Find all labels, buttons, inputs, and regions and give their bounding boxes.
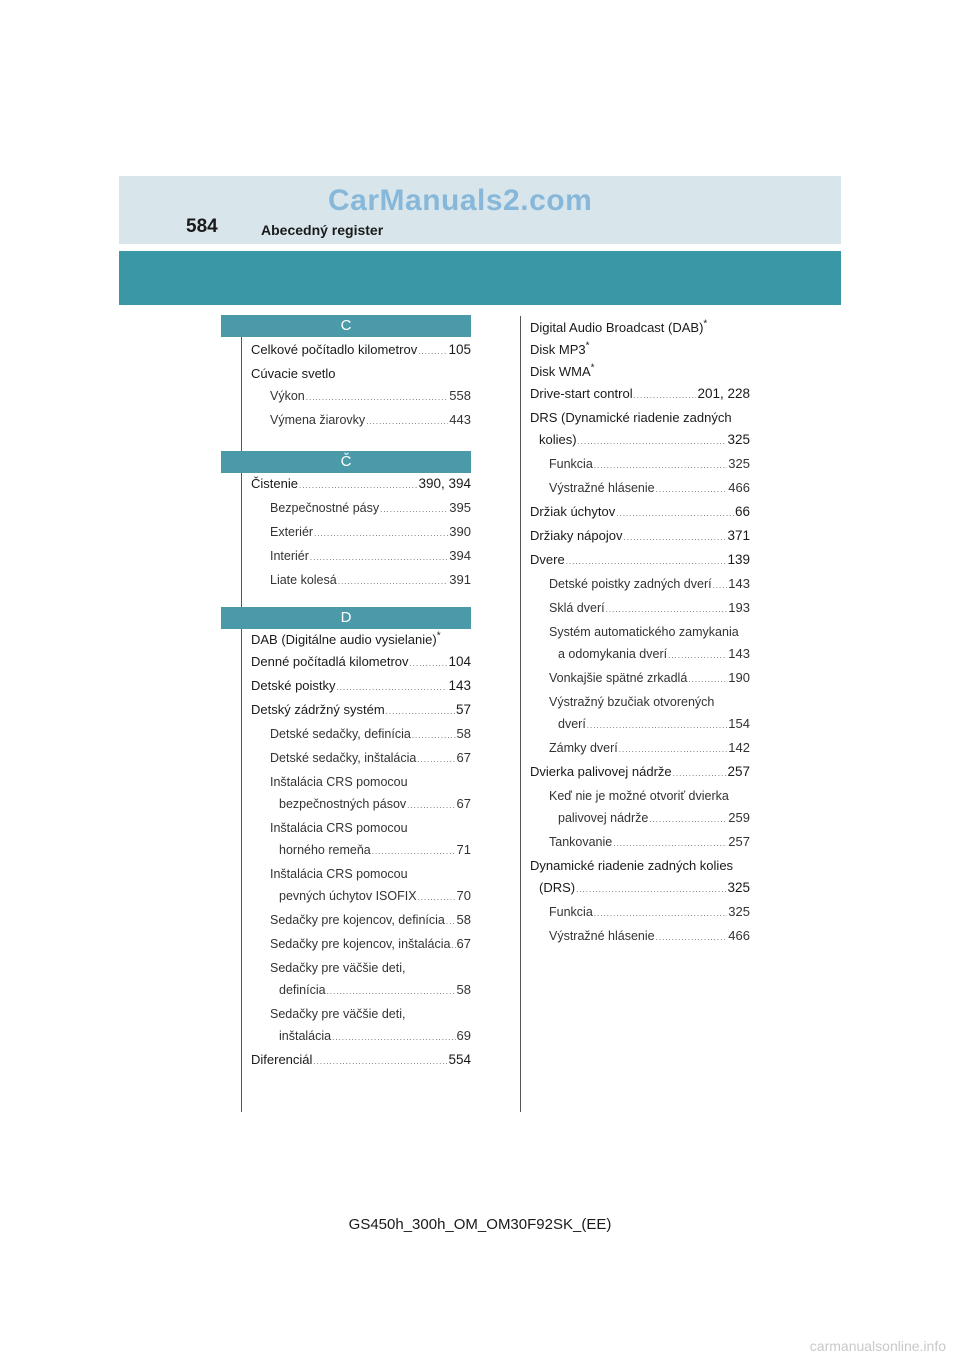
index-subentry: Keď nie je možné otvoriť dvierka <box>549 789 729 803</box>
index-column-left-c-caron <box>251 473 471 593</box>
index-column-left <box>251 339 471 433</box>
index-subentry: Funkcia ..... 325 <box>530 453 750 477</box>
index-entry: Cúvacie svetlo <box>251 366 336 381</box>
index-entry: Dynamické riadenie zadných kolies <box>530 858 734 873</box>
watermark-logo: CarManuals2.com <box>328 184 593 217</box>
index-entry: Disk WMA* <box>530 362 595 379</box>
index-subentry: Tankovanie ..... 257 <box>530 831 750 855</box>
index-subentry: Zámky dverí ..... 142 <box>530 737 750 761</box>
index-subentry: Sedačky pre kojencov, inštalácia ..... 67 <box>251 933 471 957</box>
index-entry: Digital Audio Broadcast (DAB)* <box>530 318 708 335</box>
letter-heading-c: C <box>221 315 471 337</box>
index-subentry: Liate kolesá ..... 391 <box>251 569 471 593</box>
column-divider-right <box>520 316 521 1112</box>
index-subentry: Interiér ..... 394 <box>251 545 471 569</box>
index-subentry: Bezpečnostné pásy ..... 395 <box>251 497 471 521</box>
index-column-right <box>530 317 750 949</box>
index-entry: Denné počítadlá kilometrov ..... 104 <box>251 651 471 675</box>
index-subentry: Systém automatického zamykania <box>549 625 739 639</box>
letter-heading-c-caron: Č <box>221 451 471 473</box>
index-entry: kolies) ..... 325 <box>530 429 750 453</box>
section-title: Abecedný register <box>261 222 384 238</box>
index-subentry: Výstražný bzučiak otvorených <box>549 695 715 709</box>
index-subentry: pevných úchytov ISOFIX ..... 70 <box>251 885 471 909</box>
letter-heading-d: D <box>221 607 471 629</box>
index-subentry: Výkon ..... 558 <box>251 385 471 409</box>
index-entry: Čistenie ..... 390, 394 <box>251 473 471 497</box>
index-entry: Disk MP3* <box>530 340 590 357</box>
document-code: GS450h_300h_OM_OM30F92SK_(EE) <box>348 1216 612 1233</box>
index-subentry: definícia ..... 58 <box>251 979 471 1003</box>
index-subentry: Sedačky pre kojencov, definícia ..... 58 <box>251 909 471 933</box>
index-subentry: Inštalácia CRS pomocou <box>270 867 408 881</box>
index-subentry: Výmena žiarovky ..... 443 <box>251 409 471 433</box>
index-subentry: Sedačky pre väčšie deti, <box>270 961 406 975</box>
index-subentry: a odomykania dverí ..... 143 <box>530 643 750 667</box>
index-subentry: bezpečnostných pásov ..... 67 <box>251 793 471 817</box>
index-subentry: Sedačky pre väčšie deti, <box>270 1007 406 1021</box>
index-entry: Drive-start control ..... 201, 228 <box>530 383 750 407</box>
index-subentry: Exteriér ..... 390 <box>251 521 471 545</box>
index-entry: Dvierka palivovej nádrže ..... 257 <box>530 761 750 785</box>
index-entry: Držiak úchytov ..... 66 <box>530 501 750 525</box>
index-entry: Detský zádržný systém ..... 57 <box>251 699 471 723</box>
index-subentry: Vonkajšie spätné zrkadlá ..... 190 <box>530 667 750 691</box>
bottom-watermark: carmanualsonline.info <box>809 1338 946 1354</box>
teal-band <box>119 251 841 305</box>
index-column-left-d <box>251 629 471 1073</box>
index-subentry: dverí ..... 154 <box>530 713 750 737</box>
index-entry: Držiaky nápojov ..... 371 <box>530 525 750 549</box>
index-subentry: Funkcia ..... 325 <box>530 901 750 925</box>
column-divider-left <box>241 316 242 1112</box>
index-subentry: Inštalácia CRS pomocou <box>270 775 408 789</box>
index-subentry: Inštalácia CRS pomocou <box>270 821 408 835</box>
index-entry: Dvere ..... 139 <box>530 549 750 573</box>
index-entry: Celkové počítadlo kilometrov ..... 105 <box>251 339 471 363</box>
index-subentry: horného remeňa ..... 71 <box>251 839 471 863</box>
index-subentry: Detské poistky zadných dverí ..... 143 <box>530 573 750 597</box>
index-subentry: palivovej nádrže ..... 259 <box>530 807 750 831</box>
index-subentry: Detské sedačky, definícia ..... 58 <box>251 723 471 747</box>
index-entry: (DRS) ..... 325 <box>530 877 750 901</box>
index-subentry: inštalácia ..... 69 <box>251 1025 471 1049</box>
index-entry: DAB (Digitálne audio vysielanie)* <box>251 630 441 647</box>
page-number: 584 <box>186 216 218 237</box>
index-subentry: Detské sedačky, inštalácia ..... 67 <box>251 747 471 771</box>
index-entry: Diferenciál ..... 554 <box>251 1049 471 1073</box>
index-subentry: Výstražné hlásenie ..... 466 <box>530 925 750 949</box>
index-subentry: Výstražné hlásenie ..... 466 <box>530 477 750 501</box>
index-subentry: Sklá dverí ..... 193 <box>530 597 750 621</box>
index-entry: DRS (Dynamické riadenie zadných <box>530 410 732 425</box>
index-entry: Detské poistky ..... 143 <box>251 675 471 699</box>
